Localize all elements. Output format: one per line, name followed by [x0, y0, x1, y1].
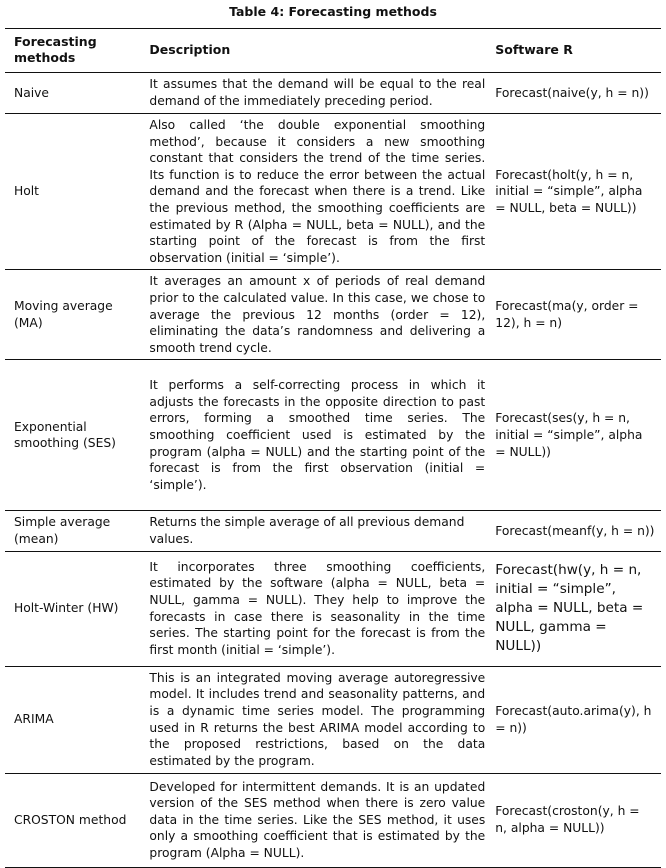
table-row: [5, 360, 661, 511]
description-cell: Also called ‘the double exponential smoothing method’, because it considers a new smoothing constant that considers the trend of the time series. Its function is to reduce the error between the actual demand and the forecast when there is a trend. Like the previous method, the smoothing coefficients are estimated by R (Alpha = NULL, beta = NULL), and the starting point of the forecast is from the first observation (initial = ‘simple’).: [149, 118, 486, 265]
description-cell: It incorporates three smoothing coefficients, estimated by the software (alpha = NULL, beta = NULL, gamma = NULL). They help to improve the forecasts in case there is seasonality in the time series. The starting point for the forecast is from the first month (initial = ‘simple’).: [149, 559, 486, 657]
method-cell: Exponential smoothing (SES): [14, 419, 116, 451]
description-cell: It performs a self-correcting process in which it adjusts the forecasts in the opposite direction to past errors, forming a smoothed time series. The smoothing coefficient used is estimated by the program (alpha = NULL) and the starting point of the forecast is from the first observation (initial = ‘simple’).: [149, 378, 486, 492]
forecasting-methods-table: [5, 28, 661, 868]
header-forecasting-methods: Forecasting methods: [14, 34, 97, 65]
table-header-row: [5, 29, 661, 73]
table-row: [5, 73, 661, 114]
software-cell: Forecast(naive(y, h = n)): [495, 85, 649, 100]
software-cell: Forecast(meanf(y, h = n)): [495, 523, 655, 538]
header-description: Description: [149, 42, 231, 57]
table-row: [5, 666, 661, 773]
software-cell: Forecast(hw(y, h = n, initial = “simple”, alpha = NULL, beta = NULL, gamma = NULL)): [495, 562, 644, 654]
method-cell: Holt: [14, 184, 40, 199]
software-cell: Forecast(holt(y, h = n, initial = “simple”, alpha = NULL, beta = NULL)): [495, 167, 643, 215]
method-cell: ARIMA: [14, 712, 54, 727]
software-cell: Forecast(ma(y, order = 12), h = n): [495, 299, 639, 330]
method-cell: Simple average (mean): [14, 515, 111, 546]
method-cell: Naive: [14, 85, 49, 100]
description-cell: Developed for intermittent demands. It is an updated version of the SES method when there is zero value data in the time series. Like the SES method, it uses only a smoothing coefficient that is estimated by the program (Alpha = NULL).: [149, 779, 486, 860]
table-title: Table 4: Forecasting methods: [229, 4, 437, 19]
description-cell: This is an integrated moving average autoregressive model. It includes trend and seasonality patterns, and is a dynamic time series model. The programming used in R returns the best ARIMA model according to the proposed restrictions, based on the data estimated by the program.: [149, 670, 486, 768]
header-software-r: Software R: [495, 42, 573, 57]
table-row: [5, 551, 661, 666]
software-cell: Forecast(ses(y, h = n, initial = “simple”, alpha = NULL)): [495, 411, 643, 459]
table-row: [5, 114, 661, 270]
method-cell: CROSTON method: [14, 812, 127, 827]
table-row: [5, 270, 661, 360]
description-cell: Returns the simple average of all previous demand values.: [149, 515, 465, 546]
description-cell: It averages an amount x of periods of real demand prior to the calculated value. In this case, we chose to average the previous 12 months (order = 12), eliminating the data’s randomness and delivering a smooth trend cycle.: [149, 274, 486, 355]
table-row: [5, 511, 661, 551]
software-cell: Forecast(auto.arima(y), h = n)): [495, 703, 652, 735]
method-cell: Holt-Winter (HW): [14, 601, 119, 616]
table-row: [5, 773, 661, 867]
description-cell: It assumes that the demand will be equal to the real demand of the immediately preceding period.: [149, 77, 486, 108]
method-cell: Moving average (MA): [14, 299, 113, 330]
software-cell: Forecast(croston(y, h = n, alpha = NULL)): [495, 804, 640, 835]
